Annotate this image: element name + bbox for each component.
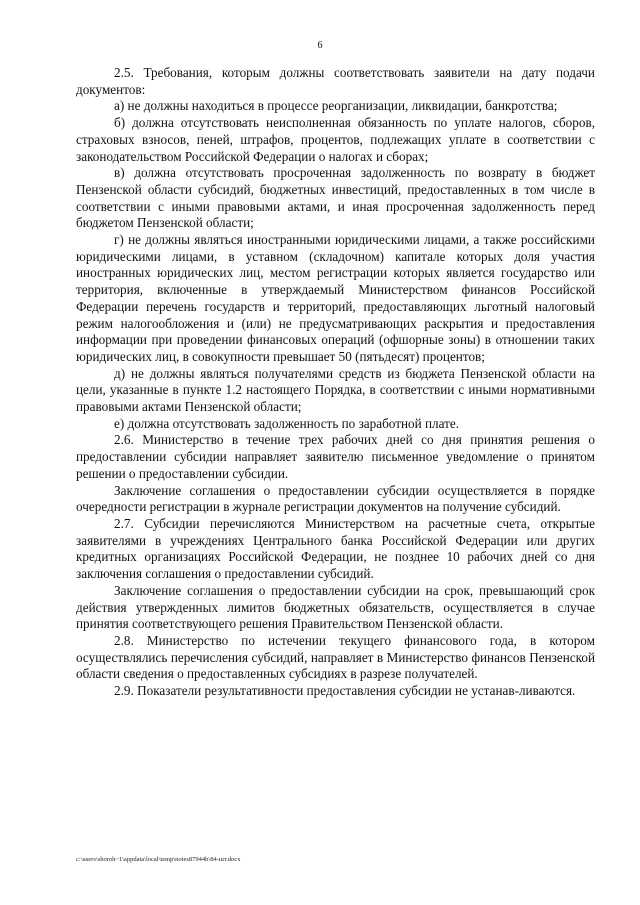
- paragraph-2-5-v: в) должна отсутствовать просроченная задолженность по возврату в бюджет Пензенской области субсидий, бюджетных инвестиций, предоставленных в том числе в соответствии с иными правовыми актами, и иная просроченная задолженность перед бюджетом Пензенской области;: [76, 165, 595, 231]
- paragraph-2-5-e: е) должна отсутствовать задолженность по заработной плате.: [114, 415, 460, 431]
- paragraph-2-5: 2.5. Требования, которым должны соответствовать заявители на дату подачи документов:: [76, 65, 595, 97]
- paragraph-2-7-agreement: Заключение соглашения о предоставлении субсидии на срок, превышающий срок действия утвержденных лимитов бюджетных обязательств, осуществляется в случае принятия соответствующего решения Правительством Пензенской области.: [76, 582, 595, 632]
- document-body: [76, 65, 595, 700]
- paragraph-2-6: 2.6. Министерство в течение трех рабочих дней со дня принятия решения о предоставлении субсидии направляет заявителю письменное уведомление о принятом решении о предоставлении субсидии.: [76, 432, 595, 481]
- paragraph-2-8: 2.8. Министерство по истечении текущего финансового года, в котором осуществлялись перечисления субсидий, направляет в Министерство финансов Пензенской области сведения о предоставленных субсидиях в разрезе получателей.: [76, 632, 595, 682]
- paragraph-2-5-b: б) должна отсутствовать неисполненная обязанность по уплате налогов, сборов, страховых взносов, пеней, штрафов, процентов, подлежащих уплате в соответствии с законодательством Российской Федерации о налогах и сборах;: [76, 115, 595, 164]
- paragraph-2-9: 2.9. Показатели результативности предоставления субсидии не устанав-ливаются.: [114, 683, 576, 699]
- page-number: 6: [317, 40, 323, 51]
- paragraph-2-6-agreement: Заключение соглашения о предоставлении субсидии осуществляется в порядке очередности регистрации в журнале регистрации документов на получение субсидий.: [76, 482, 595, 515]
- file-path-footer: c:\users\shoroh~1\appdata\local\temp\notes87944b\84-шт.docx: [76, 856, 241, 863]
- paragraph-2-7: 2.7. Субсидии перечисляются Министерством на расчетные счета, открытые заявителями в учреждениях Центрального банка Российской Федерации или других кредитных организациях Российской Федерации, не позднее 10 рабочих дней со дня заключения соглашения о предоставлении субсидий.: [76, 515, 595, 582]
- paragraph-2-5-d: д) не должны являться получателями средств из бюджета Пензенской области на цели, указанные в пункте 1.2 настоящего Порядка, в соответствии с иными нормативными правовыми актами Пензенской области;: [76, 365, 595, 415]
- paragraph-2-5-g: г) не должны являться иностранными юридическими лицами, а также российскими юридическими лицами, в уставном (складочном) капитале которых доля участия иностранных юридических лиц, местом регистрации которых является государство или территория, включенные в утверждаемый Министерством финансов Российской Федерации перечень государств и территорий, предоставляющих льготный налоговый режим налогообложения и (или) не предусматривающих раскрытия и предоставления информации при проведении финансовых операций (офшорные зоны) в отношении таких юридических лиц, в совокупности превышает 50 (пятьдесят) процентов;: [76, 232, 595, 364]
- paragraph-2-5-a: а) не должны находиться в процессе реорганизации, ликвидации, банкротства;: [114, 98, 558, 114]
